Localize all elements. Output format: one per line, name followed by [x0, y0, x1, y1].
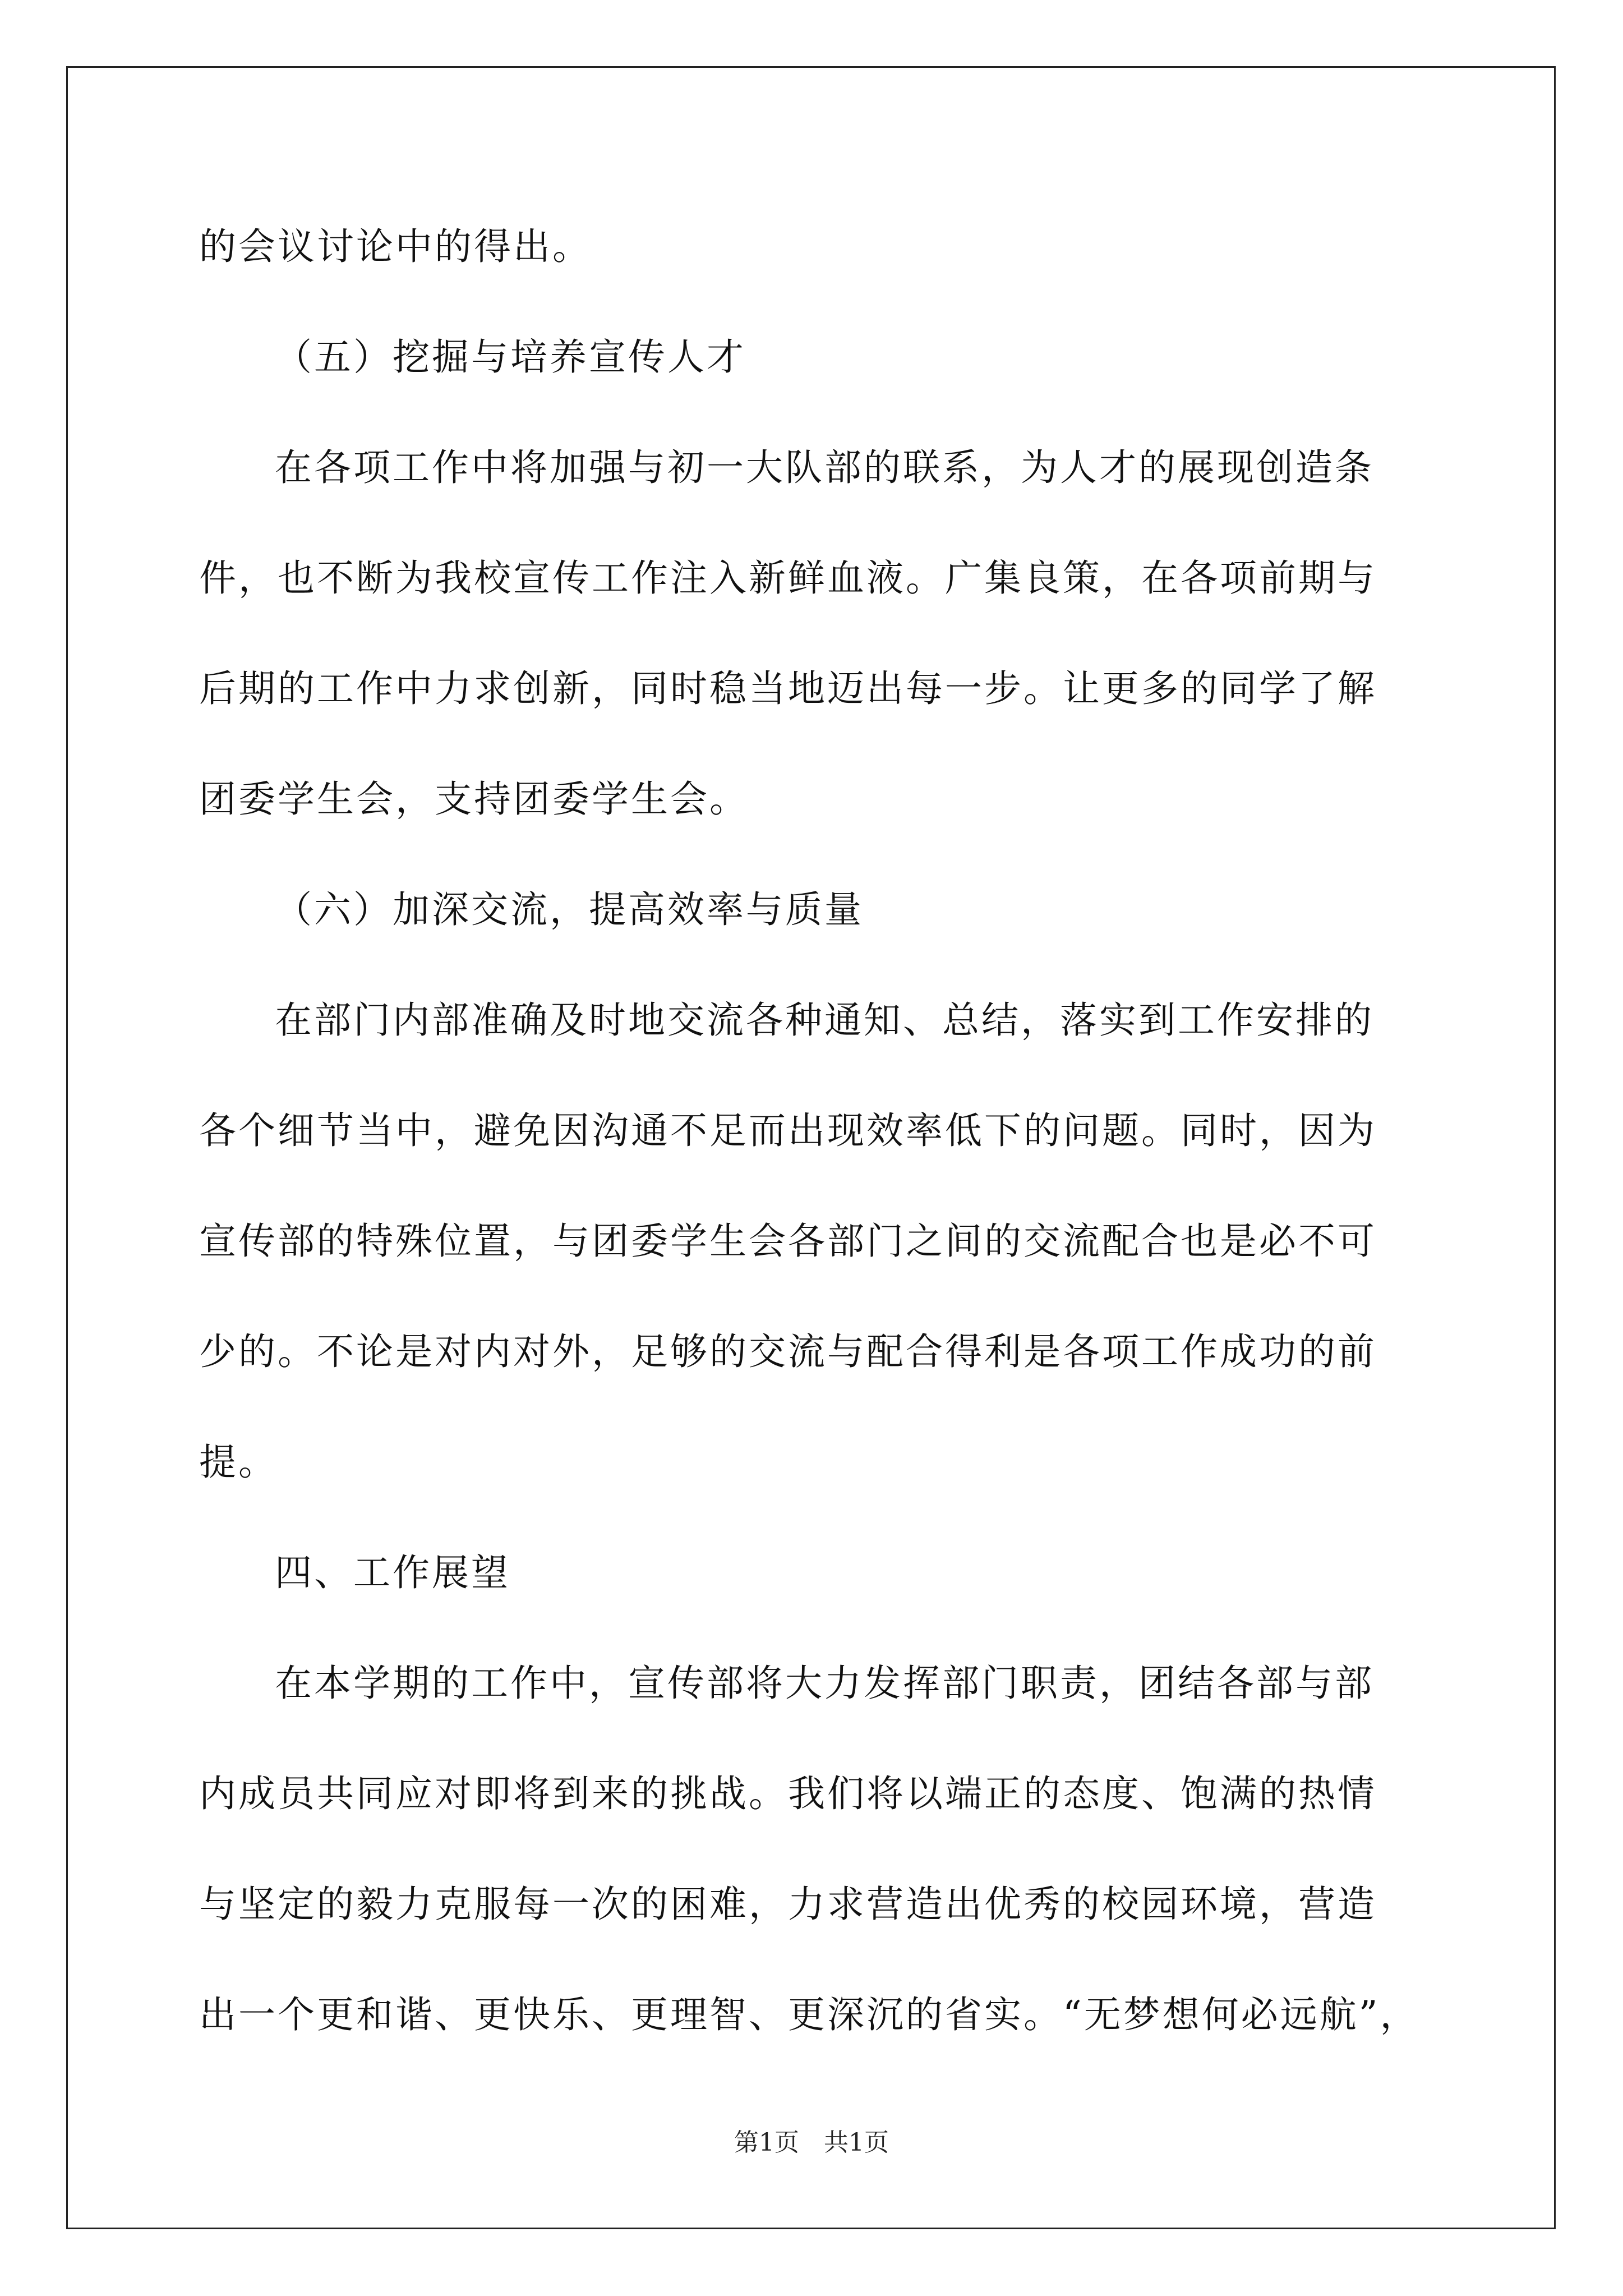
text-line-9: 各个细节当中，避免因沟通不足而出现效率低下的问题。同时，因为 [199, 1109, 1377, 1152]
text-line-14: 在本学期的工作中，宣传部将大力发挥部门职责，团结各部与部 [275, 1662, 1374, 1705]
text-line-12: 提。 [199, 1441, 278, 1484]
page-footer: 第1页 共1页 [734, 2128, 889, 2157]
text-line-1: 的会议讨论中的得出。 [199, 225, 592, 268]
section-heading-five: （五）挖掘与培养宣传人才 [275, 335, 746, 379]
text-line-6: 团委学生会，支持团委学生会。 [199, 777, 749, 821]
text-line-16: 与坚定的毅力克服每一次的困难，力求营造出优秀的校园环境，营造 [199, 1883, 1377, 1926]
section-heading-outlook: 四、工作展望 [275, 1551, 510, 1594]
text-line-17: 出一个更和谐、更快乐、更理智、更深沉的省实。“无梦想何必远航”， [199, 1993, 1419, 2036]
text-line-3: 在各项工作中将加强与初一大队部的联系，为人才的展现创造条 [275, 446, 1374, 489]
section-heading-six: （六）加深交流，提高效率与质量 [275, 888, 864, 931]
text-line-10: 宣传部的特殊位置，与团委学生会各部门之间的交流配合也是必不可 [199, 1220, 1377, 1263]
text-line-8: 在部门内部准确及时地交流各种通知、总结，落实到工作安排的 [275, 999, 1374, 1042]
text-line-11: 少的。不论是对内对外，足够的交流与配合得利是各项工作成功的前 [199, 1330, 1377, 1373]
text-line-15: 内成员共同应对即将到来的挑战。我们将以端正的态度、饱满的热情 [199, 1772, 1377, 1815]
text-line-5: 后期的工作中力求创新，同时稳当地迈出每一步。让更多的同学了解 [199, 667, 1377, 710]
text-line-4: 件，也不断为我校宣传工作注入新鲜血液。广集良策，在各项前期与 [199, 556, 1377, 600]
